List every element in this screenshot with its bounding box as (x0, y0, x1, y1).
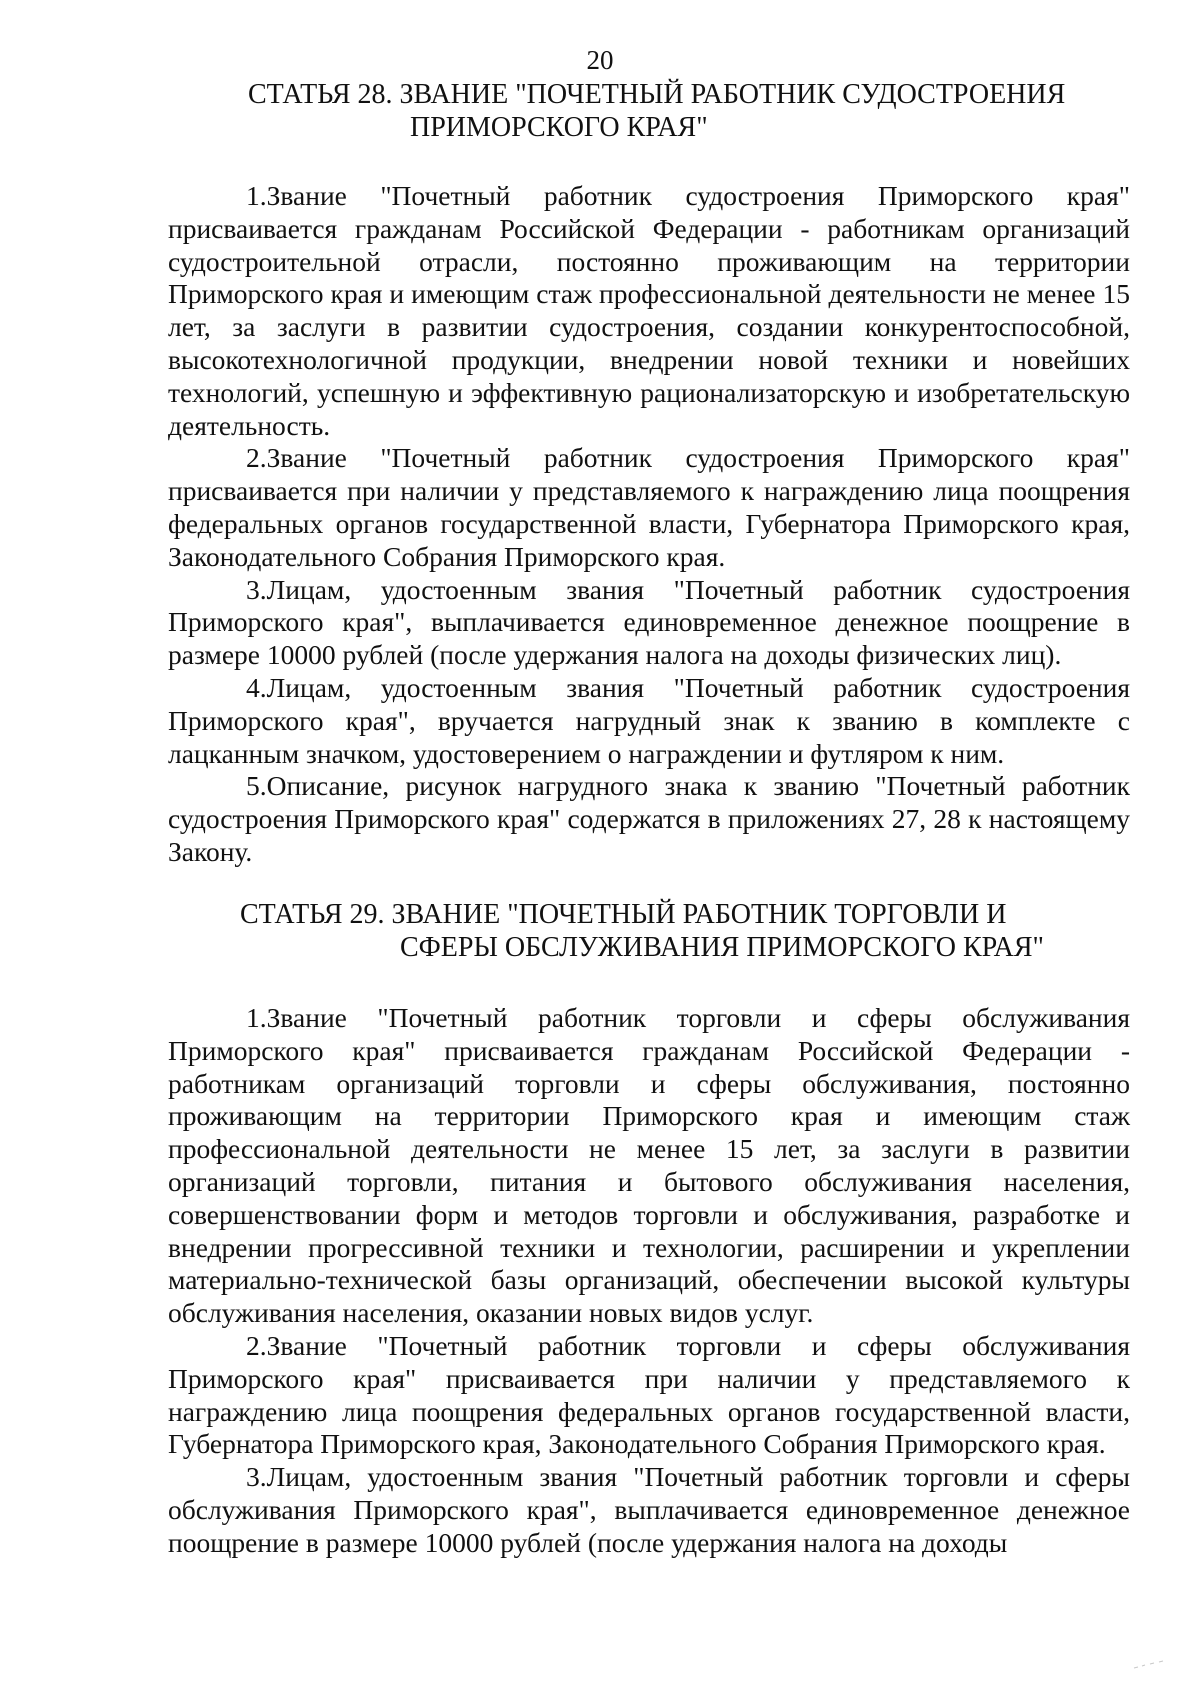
article-28-heading-line-1: СТАТЬЯ 28. ЗВАНИЕ "ПОЧЕТНЫЙ РАБОТНИК СУДОСТРОЕНИЯ (248, 79, 1066, 110)
article-28-heading-line-2: ПРИМОРСКОГО КРАЯ" (410, 112, 708, 143)
article-28-heading (248, 78, 1065, 144)
article-29-body (168, 1002, 1130, 1560)
article-29-paragraph-3: 3.Лицам, удостоенным звания "Почетный работник торговли и сферы обслуживания Приморского края", выплачивается единовременное денежное поощрение в размере 10000 рублей (после удержания налога на доходы (168, 1461, 1130, 1558)
article-29-paragraph-2: 2.Звание "Почетный работник торговли и сферы обслуживания Приморского края" присваивается при наличии у представляемого к награждению лица поощрения федеральных органов государственной власти, Губернатора Приморского края, Законодательного Собрания Приморского края. (168, 1329, 1130, 1460)
article-28-paragraph-3: 3.Лицам, удостоенным звания "Почетный работник судостроения Приморского края", выплачивается единовременное денежное поощрение в размере 10000 рублей (после удержания налога на доходы физических лиц). (168, 573, 1130, 671)
article-29-heading (240, 898, 1044, 964)
article-29-paragraph-1: 1.Звание "Почетный работник торговли и сферы обслуживания Приморского края" присваивается гражданам Российской Федерации - работникам организаций торговли и сферы обслуживания, постоянно проживающим на территории Приморского края и имеющим стаж профессиональной деятельности не менее 15 лет, за заслуги в развитии организаций торговли, питания и бытового обслуживания населения, совершенствовании форм и методов торговли и обслуживания, разработке и внедрении прогрессивной техники и технологии, расширении и укреплении материально-технической базы организаций, обеспечении высокой культуры обслуживания населения, оказании новых видов услуг. (168, 1002, 1130, 1329)
page-number: 20 (586, 45, 614, 75)
article-28-paragraph-1: 1.Звание "Почетный работник судостроения Приморского края" присваивается гражданам Российской Федерации - работникам организаций судостроительной отрасли, постоянно проживающим на территории Приморского края и имеющим стаж профессиональной деятельности не менее 15 лет, за заслуги в развитии судостроения, создании конкурентоспособной, высокотехнологичной продукции, внедрении новой техники и новейших технологий, успешную и эффективную рационализаторскую и изобретательскую деятельность. (168, 180, 1130, 441)
scan-speck-mark (1132, 1659, 1166, 1671)
article-28-paragraph-5: 5.Описание, рисунок нагрудного знака к званию "Почетный работник судостроения Приморского края" содержатся в приложениях 27, 28 к настоящему Закону. (168, 770, 1130, 867)
article-28-body (168, 180, 1130, 869)
article-29-heading-line-1: СТАТЬЯ 29. ЗВАНИЕ "ПОЧЕТНЫЙ РАБОТНИК ТОРГОВЛИ И (240, 899, 1007, 930)
article-29-heading-line-2: СФЕРЫ ОБСЛУЖИВАНИЯ ПРИМОРСКОГО КРАЯ" (400, 932, 1044, 963)
article-28-paragraph-4: 4.Лицам, удостоенным звания "Почетный работник судостроения Приморского края", вручается нагрудный знак к званию в комплекте с лацканным значком, удостоверением о награждении и футляром к ним. (168, 671, 1130, 769)
article-28-paragraph-2: 2.Звание "Почетный работник судостроения Приморского края" присваивается при наличии у представляемого к награждению лица поощрения федеральных органов государственной власти, Губернатора Приморского края, Законодательного Собрания Приморского края. (168, 442, 1130, 572)
